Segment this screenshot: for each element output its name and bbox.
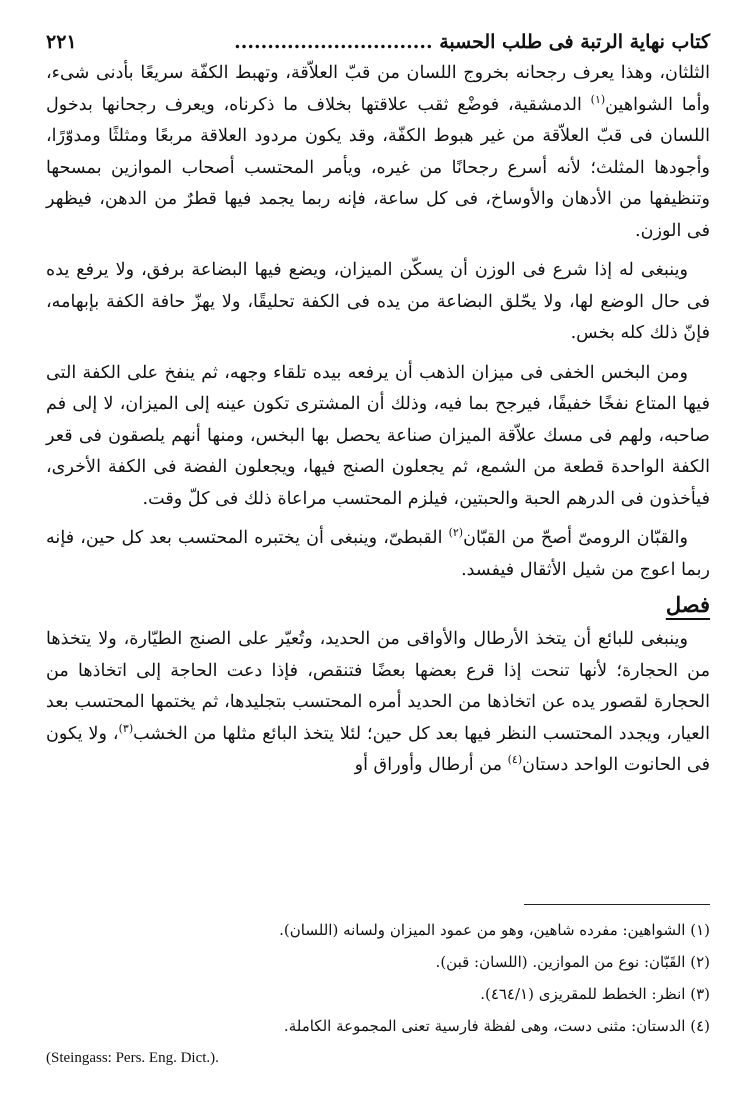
footnote-marker: (١) xyxy=(590,92,606,106)
footnote-list xyxy=(46,914,710,1042)
paragraph-text: من أرطال وأوراق أو xyxy=(354,755,508,775)
section-paragraph-block xyxy=(46,624,710,782)
paragraph-gap xyxy=(46,247,710,255)
footnote-item: (١) الشواهين: مفرده شاهين، وهو من عمود الميزان ولسانه (اللسان). xyxy=(279,921,710,939)
page-number: ٢٢١ xyxy=(46,31,77,53)
paragraph-text: القبطىّ، وينبغى أن يختبره المحتسب بعد كل حين، فإنه ربما اعوج من شيل الأثقال فيفسد. xyxy=(46,528,710,580)
paragraph xyxy=(46,624,710,782)
footnote-reference: (Steingass: Pers. Eng. Dict.). xyxy=(46,1050,219,1066)
footnotes xyxy=(46,914,710,1074)
paragraph xyxy=(46,58,710,247)
section-heading xyxy=(46,586,710,624)
footnote-divider xyxy=(524,904,710,905)
paragraph xyxy=(46,523,710,586)
paragraph-text: وينبغى له إذا شرع فى الوزن أن يسكّن الميزان، ويضع فيها البضاعة برفق، ولا يرفع يده فى حال الوضع لها، ولا يحّلق البضاعة من يده فى الكفة تحليقًا، ولا يهزّ حافة الكفة بإبهامه، فإنّ ذلك كله بخس. xyxy=(46,260,710,343)
paragraph-text: وينبغى للبائع أن يتخذ الأرطال والأواقى من الحديد، وتُعيّر على الصنج الطيّارة، ولا يتخذها من الحجارة؛ لأنها تنحت إذا قرع بعضها بعضًا فتنقص، فإذا دعت الحاجة إلى اتخاذها من الحجارة لقصور يده عن اتخاذها من الحديد أمره المحتسب بتجليدها، ثم يختمها المحتسب بعد العيار، ويجدد المحتسب النظر فيها بعد كل حين؛ لئلا يتخذ البائع مثلها من الخشب xyxy=(46,629,710,744)
running-header xyxy=(46,26,710,58)
paragraph-text: والقبّان الرومىّ أصحّ من القبّان xyxy=(463,528,688,548)
paragraph xyxy=(46,358,710,516)
footnote-marker: (٣) xyxy=(118,721,134,735)
footnote-marker: (٢) xyxy=(448,526,464,540)
paragraph-text: الثلثان، وهذا يعرف رجحانه بخروج اللسان من قبّ العلاّقة، وتهبط الكفّة سريعًا بأدنى شىء، وأما الشواهين xyxy=(46,63,710,115)
footnote-item: (٣) انظر: الخطط للمقريزى (٤٦٤/١). xyxy=(480,985,710,1003)
running-title: كتاب نهاية الرتبة فى طلب الحسبة .............................. xyxy=(234,31,710,53)
footnote-item: (٤) الدستان: مثنى دست، وهى لفظة فارسية تعنى المجموعة الكاملة. xyxy=(283,1017,710,1035)
paragraph-text: الدمشقية، فوضْع ثقب علاقتها بخلاف ما ذكرناه، ويعرف رجحانها بدخول اللسان فى قبّ العلاّقة من غير هبوط الكفّة، وقد يكون مردود العلاقة مربعًا ومثلثًا ومدوّرًا، وأجودها المثلث؛ لأنه أسرع رجحانًا من غيره، ويأمر المحتسب أصحاب الموازين بمسحها وتنظيفها من الأدهان والأوساخ، فى كل ساعة، فإنه ربما يجمد فيها قطرٌ من الدهن، فيظهر فى الوزن. xyxy=(46,94,710,241)
paragraph-gap xyxy=(46,515,710,523)
paragraph-text: ومن البخس الخفى فى ميزان الذهب أن يرفعه بيده تلقاء وجهه، ثم ينفخ على الكفة التى فيها المتاع نفخًا خفيفًا، فيرجح بما فيه، وذلك أن المشترى تكون عينه إلى الميزان، لا إلى فم صاحبه، ولهم فى مسك علاّقة الميزان صناعة يحصل بها البخس، ومنها أنهم يلصقون فى قعر الكفة الواحدة قطعة من الشمع، ثم يجعلون الصنج فيها، ويجعلون الفضة فى الكفة الأخرى، فيأخذون فى الدرهم الحبة والحبتين، فيلزم المحتسب مراعاة ذلك فى كلّ وقت. xyxy=(46,362,710,509)
main-text xyxy=(46,58,710,782)
paragraph-block xyxy=(46,58,710,586)
paragraph-text: ، ولا يكون فى الحانوت الواحد دستان xyxy=(46,723,710,775)
section-title: فصل xyxy=(665,592,710,617)
footnote-item: (٢) القَبّان: نوع من الموازين. (اللسان: قبن). xyxy=(435,953,710,971)
footnote-marker: (٤) xyxy=(507,753,523,767)
paragraph-gap xyxy=(46,350,710,358)
paragraph xyxy=(46,255,710,350)
